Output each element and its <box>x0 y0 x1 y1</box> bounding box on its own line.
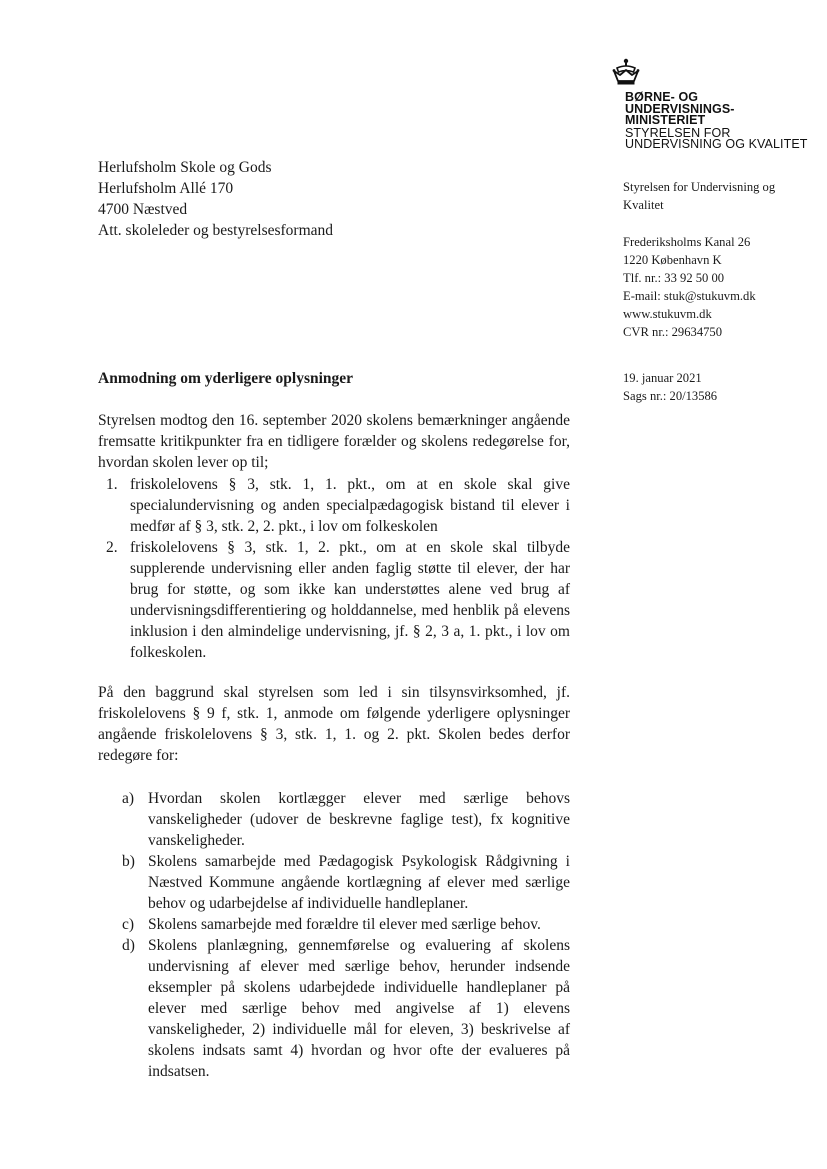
request-paragraph: På den baggrund skal styrelsen som led i sin tilsynsvirksomhed, jf. friskolelovens § 9 f, stk. 1, anmode om følgende yderligere oplysninger angående friskolelovens § 3, stk. 1, 1. og 2. pkt. Skolen bedes derfor redegøre for: <box>98 684 570 764</box>
sender-phone: Tlf. nr.: 33 92 50 00 <box>623 271 725 285</box>
recipient-line: Herlufsholm Skole og Gods <box>98 159 272 176</box>
intro-paragraph: Styrelsen modtog den 16. september 2020 skolens bemærkninger angående fremsatte kritikpunkter fra en tidligere forælder og skolens redegørelse for, hvordan skolen lever op til; <box>98 412 570 471</box>
case-number: Sags nr.: 20/13586 <box>623 389 718 403</box>
list-marker: a) <box>122 790 135 807</box>
list-marker: c) <box>122 916 135 933</box>
letter-subject: Anmodning om yderligere oplysninger <box>98 370 354 387</box>
list-marker: d) <box>122 937 135 954</box>
ministry-line: BØRNE- OG <box>625 90 699 104</box>
sender-name: Styrelsen for Undervisning og Kvalitet <box>623 180 776 212</box>
sender-city: 1220 København K <box>623 253 722 267</box>
list-item <box>98 914 570 935</box>
ministry-logo-text <box>625 92 808 151</box>
list-item <box>106 474 570 537</box>
sender-address: Frederiksholms Kanal 26 <box>623 235 751 249</box>
letter-date: 19. januar 2021 <box>623 371 702 385</box>
list-item-text: friskolelovens § 3, stk. 1, 1. pkt., om at en skole skal give specialundervisning og anden specialpædagogisk bistand til elever i medfør af § 3, stk. 2, 2. pkt., i lov om folkeskolen <box>130 476 570 535</box>
crown-logo-icon <box>611 58 641 86</box>
list-item <box>98 935 570 1082</box>
list-item <box>98 851 570 914</box>
sender-cvr: CVR nr.: 29634750 <box>623 325 723 339</box>
sender-contact <box>623 233 756 341</box>
list-item-text: Skolens samarbejde med forældre til elever med særlige behov. <box>148 916 541 933</box>
list-marker: 2. <box>106 539 118 556</box>
ministry-line: UNDERVISNINGS- <box>625 101 735 116</box>
list-item-text: friskolelovens § 3, stk. 1, 2. pkt., om at en skole skal tilbyde supplerende undervisning eller anden faglig støtte til elever, der har brug for støtte, og som ikke kan understøttes alene ved brug af undervisningsdifferentiering og holddannelse, med henblik på elevens inklusion i den almindelige undervisning, jf. § 2, 3 a, 1. pkt., i lov om folkeskolen. <box>130 539 570 661</box>
list-item-text: Skolens samarbejde med Pædagogisk Psykologisk Rådgivning i Næstved Kommune angående kortlægning af elever med særlige behov og udarbejdelse af individuelle handleplaner. <box>148 853 570 912</box>
recipient-address <box>98 157 333 241</box>
list-item <box>98 788 570 851</box>
recipient-line: 4700 Næstved <box>98 201 188 218</box>
ministry-line: MINISTERIET <box>625 113 706 127</box>
list-item-text: Skolens planlægning, gennemførelse og evaluering af skolens undervisning af elever med særlige behov, herunder indsende eksempler på skolens udarbejdede individuelle handleplaner på elever med særlige behov med angivelse af 1) elevens vanskeligheder, 2) individuelle mål for eleven, 3) beskrivelse af skolens indsats samt 4) hvordan og hvor ofte der evalueres på indsatsen. <box>148 937 570 1080</box>
list-item <box>106 537 570 663</box>
agency-line: STYRELSEN FOR <box>625 125 731 140</box>
letter-meta <box>623 369 717 405</box>
agency-line: UNDERVISNING OG KVALITET <box>625 137 808 151</box>
legal-provisions-list <box>98 474 570 663</box>
recipient-line: Att. skoleleder og bestyrelsesformand <box>98 222 334 239</box>
list-marker: 1. <box>106 476 118 493</box>
sender-web[interactable]: www.stukuvm.dk <box>623 307 712 321</box>
list-item-text: Hvordan skolen kortlægger elever med særlige behovs vanskeligheder (udover de beskrevne faglige test), fx kognitive vanskeligheder. <box>148 790 570 849</box>
recipient-line: Herlufsholm Allé 170 <box>98 180 234 197</box>
sender-email[interactable]: E-mail: stuk@stukuvm.dk <box>623 289 756 303</box>
requested-information-list <box>98 788 570 1082</box>
list-marker: b) <box>122 853 135 870</box>
